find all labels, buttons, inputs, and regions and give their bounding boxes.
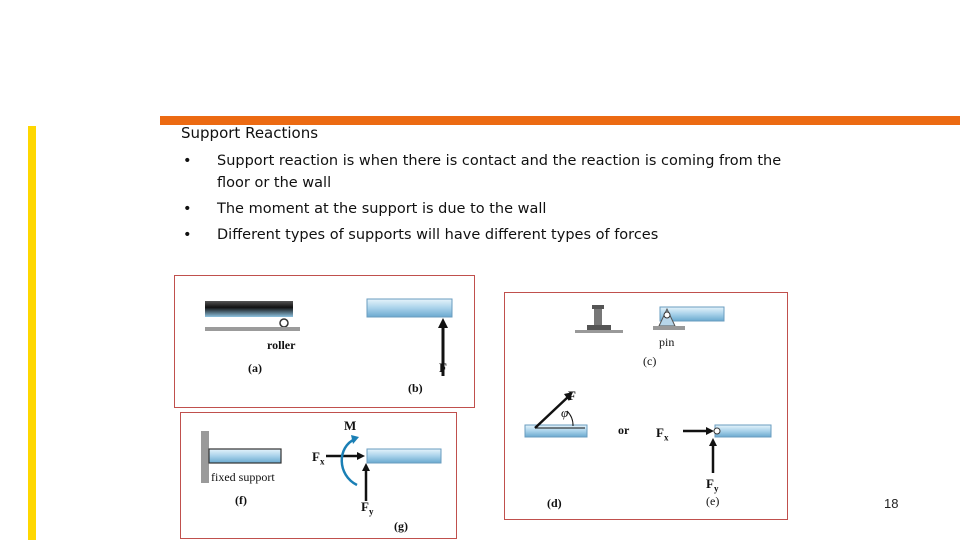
pin-figure-frame: [504, 292, 788, 520]
bullet-item: [181, 150, 801, 194]
fx-letter: F: [312, 449, 320, 464]
caption-e: (e): [706, 494, 720, 508]
fy-subscript: y: [713, 483, 719, 494]
pin-support-diagram: [505, 293, 786, 518]
caption-a: (a): [248, 361, 262, 375]
bullet-text: Different types of supports will have different types of forces: [217, 227, 659, 243]
force-label-fy: [361, 499, 373, 517]
fixed-support-figure-frame: [180, 412, 457, 539]
force-label-f-angled: F: [568, 388, 576, 403]
roller-support-diagram: [175, 276, 473, 406]
bullet-item: [181, 224, 801, 246]
fx-subscript: x: [319, 456, 325, 467]
bullet-list: [181, 150, 801, 250]
bullet-item: [181, 198, 801, 220]
bullet-marker: •: [183, 227, 192, 243]
fy-subscript: y: [368, 506, 374, 517]
fixed-support-label: fixed support: [211, 470, 275, 484]
angle-label-phi: φ: [561, 405, 569, 420]
caption-d: (d): [547, 496, 562, 510]
roller-figure-frame: [174, 275, 475, 408]
caption-g: (g): [394, 519, 408, 533]
force-label-f: F: [439, 360, 447, 375]
fy-letter: F: [361, 499, 369, 514]
or-label: or: [618, 423, 630, 437]
bullet-marker: •: [183, 201, 192, 217]
bullet-text: Support reaction is when there is contact and the reaction is coming from the floor or the wall: [217, 153, 782, 191]
force-label-fx: [312, 449, 324, 467]
fx-subscript: x: [663, 432, 669, 443]
force-label-fx: [656, 425, 668, 443]
caption-f: (f): [235, 493, 247, 507]
caption-c: (c): [643, 354, 657, 368]
bullet-marker: •: [183, 153, 192, 169]
caption-b: (b): [408, 381, 423, 395]
moment-label-m: M: [344, 418, 357, 433]
roller-label: roller: [267, 338, 296, 352]
fx-letter: F: [656, 425, 664, 440]
pin-label: pin: [659, 335, 675, 349]
force-label-fy: [706, 476, 718, 494]
page-number: 18: [884, 496, 899, 511]
bullet-text: The moment at the support is due to the wall: [217, 201, 547, 217]
slide-title: Support Reactions: [181, 124, 319, 142]
accent-bar-yellow: [28, 126, 36, 540]
fy-letter: F: [706, 476, 714, 491]
